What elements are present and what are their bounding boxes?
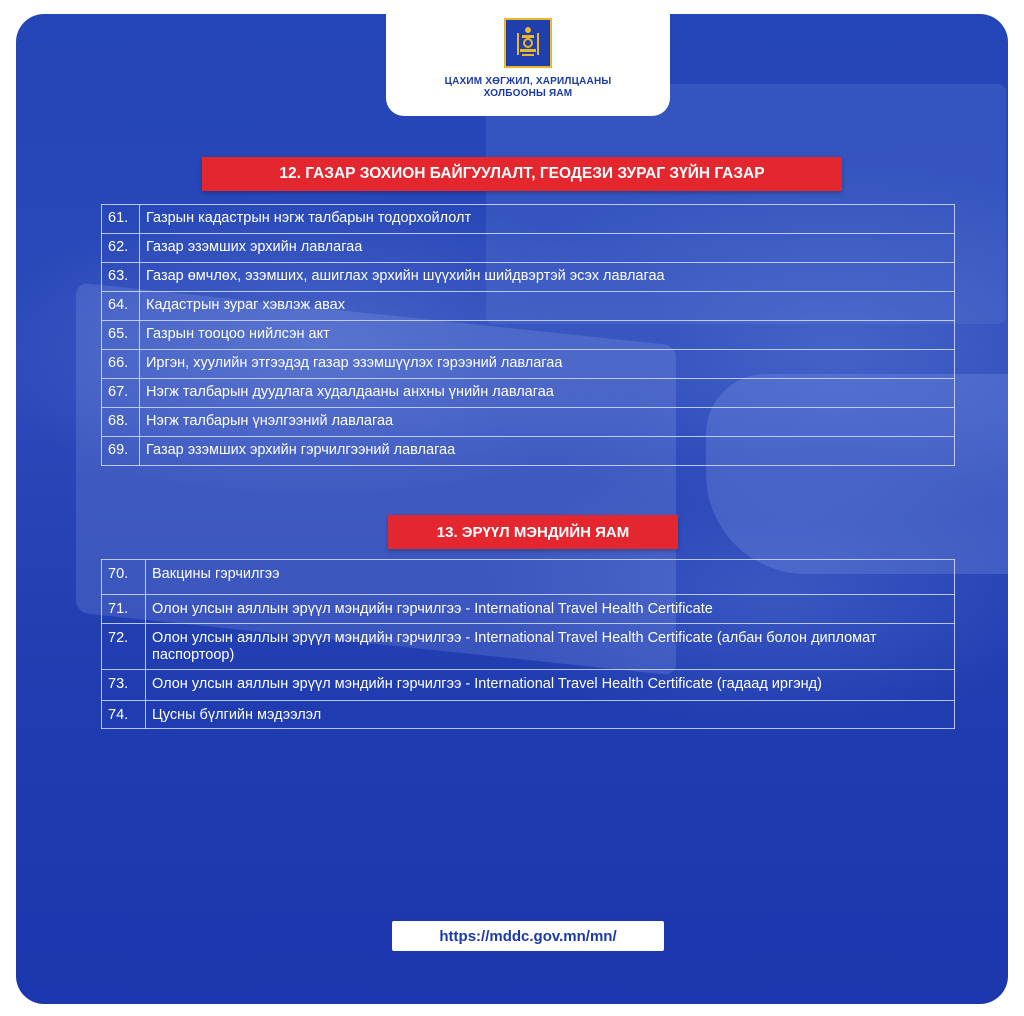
section-12-list — [101, 204, 955, 466]
item-number: 67. — [102, 379, 140, 408]
ministry-name-line1: ЦАХИМ ХӨГЖИЛ, ХАРИЛЦААНЫ — [444, 76, 612, 87]
item-text: Цусны бүлгийн мэдээлэл — [146, 701, 955, 729]
item-number: 61. — [102, 205, 140, 234]
item-text: Газар өмчлөх, эзэмших, ашиглах эрхийн шүүхийн шийдвэртэй эсэх лавлагаа — [140, 263, 955, 292]
list-item — [102, 379, 955, 408]
ministry-name — [445, 76, 612, 100]
item-number: 71. — [102, 595, 146, 624]
item-number: 63. — [102, 263, 140, 292]
section-13-title: 13. ЭРҮҮЛ МЭНДИЙН ЯАМ — [388, 515, 678, 549]
item-number: 69. — [102, 437, 140, 466]
item-number: 68. — [102, 408, 140, 437]
item-number: 74. — [102, 701, 146, 729]
poster-card — [16, 14, 1008, 1004]
list-item — [102, 350, 955, 379]
item-text: Олон улсын аяллын эрүүл мэндийн гэрчилгээ - International Travel Health Certificate (гадаад иргэнд) — [146, 670, 955, 701]
item-number: 65. — [102, 321, 140, 350]
ministry-name-line2: ХОЛБООНЫ ЯАМ — [483, 88, 573, 99]
list-item — [102, 321, 955, 350]
state-emblem-icon — [504, 18, 552, 68]
item-text: Вакцины гэрчилгээ — [146, 560, 955, 595]
item-number: 72. — [102, 624, 146, 670]
item-text: Нэгж талбарын үнэлгээний лавлагаа — [140, 408, 955, 437]
list-item — [102, 205, 955, 234]
item-number: 62. — [102, 234, 140, 263]
list-item — [102, 624, 955, 670]
list-item — [102, 292, 955, 321]
item-number: 64. — [102, 292, 140, 321]
list-item — [102, 560, 955, 595]
item-text: Газар эзэмших эрхийн лавлагаа — [140, 234, 955, 263]
item-text: Олон улсын аяллын эрүүл мэндийн гэрчилгээ - International Travel Health Certificate (албан болон дипломат паспортоор) — [146, 624, 955, 670]
list-item — [102, 595, 955, 624]
list-item — [102, 437, 955, 466]
item-text: Нэгж талбарын дуудлага худалдааны анхны үнийн лавлагаа — [140, 379, 955, 408]
list-item — [102, 234, 955, 263]
item-text: Иргэн, хуулийн этгээдэд газар эзэмшүүлэх гэрээний лавлагаа — [140, 350, 955, 379]
item-text: Газрын тооцоо нийлсэн акт — [140, 321, 955, 350]
list-item — [102, 408, 955, 437]
item-text: Кадастрын зураг хэвлэж авах — [140, 292, 955, 321]
list-item — [102, 670, 955, 701]
list-item — [102, 701, 955, 729]
item-text: Газрын кадастрын нэгж талбарын тодорхойлолт — [140, 205, 955, 234]
item-text: Олон улсын аяллын эрүүл мэндийн гэрчилгээ - International Travel Health Certificate — [146, 595, 955, 624]
item-text: Газар эзэмших эрхийн гэрчилгээний лавлагаа — [140, 437, 955, 466]
website-url-link[interactable]: https://mddc.gov.mn/mn/ — [392, 921, 664, 951]
list-item — [102, 263, 955, 292]
section-13-list — [101, 559, 955, 729]
item-number: 66. — [102, 350, 140, 379]
section-12-title: 12. ГАЗАР ЗОХИОН БАЙГУУЛАЛТ, ГЕОДЕЗИ ЗУРАГ ЗҮЙН ГАЗАР — [202, 157, 842, 191]
item-number: 70. — [102, 560, 146, 595]
item-number: 73. — [102, 670, 146, 701]
ministry-header — [386, 14, 670, 116]
